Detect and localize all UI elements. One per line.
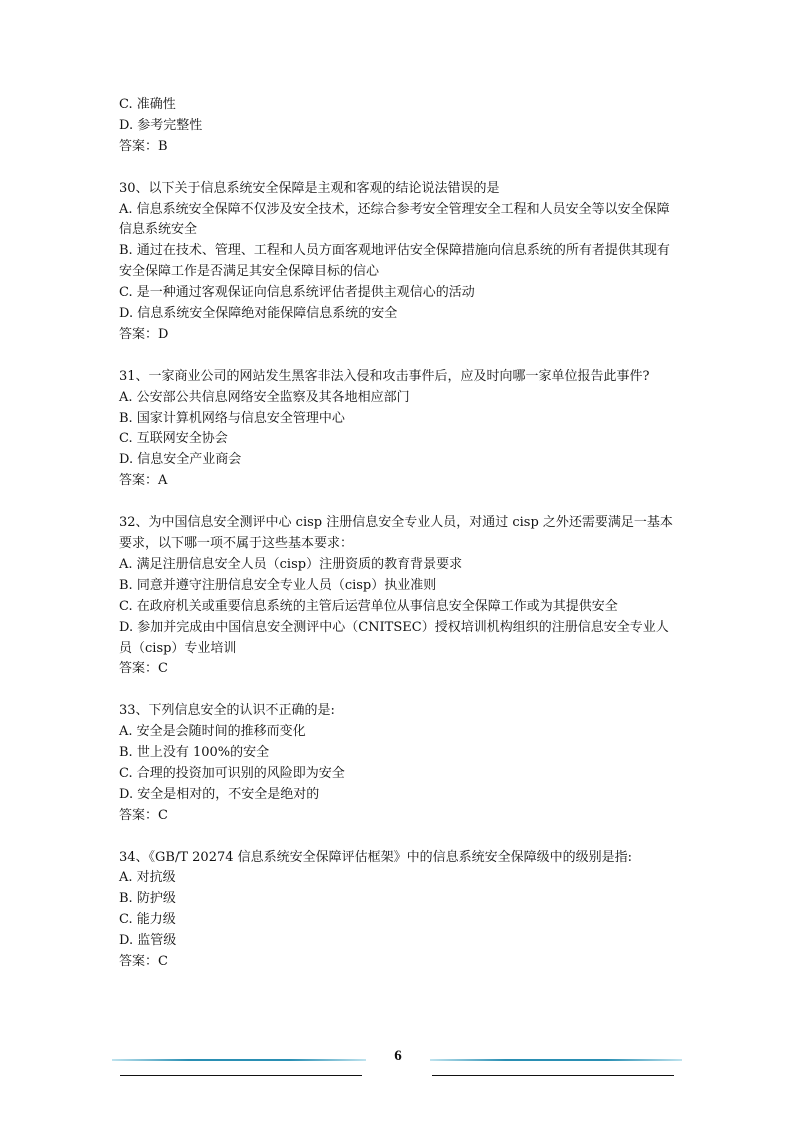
page-number: 6 [394,1048,402,1064]
page-footer [112,1042,682,1082]
footer-underline-right [432,1075,674,1076]
footer-rule-right [430,1059,682,1061]
option-line: A. 安全是会随时间的推移而变化 [119,724,306,740]
answer-line: 答案：A [119,473,168,489]
option-line: B. 同意并遵守注册信息安全专业人员（cisp）执业准则 [119,577,437,593]
option-line: A. 公安部公共信息网络安全监察及其各地相应部门 [119,389,410,405]
option-line: A. 信息系统安全保障不仅涉及安全技术，还综合参考安全管理安全工程和人员安全等以安全保障信息系统安全 [119,201,670,238]
option-line: C. 合理的投资加可识别的风险即为安全 [119,765,345,781]
option-line: C. 是一种通过客观保证向信息系统评估者提供主观信心的活动 [119,285,475,301]
option-line: A. 对抗级 [119,870,176,886]
answer-line: 答案：C [119,954,168,970]
answer-line: 答案：C [119,661,168,677]
option-line: D. 参加并完成由中国信息安全测评中心（CNITSEC）授权培训机构组织的注册信息安全专业人员（cisp）专业培训 [119,619,669,656]
option-line: D. 安全是相对的，不安全是绝对的 [119,786,320,802]
option-line: B. 世上没有 100%的安全 [119,745,270,761]
question-stem: 34、《GB/T 20274 信息系统安全保障评估框架》中的信息系统安全保障级中的级别是指: [119,849,633,865]
question-stem: 33、下列信息安全的认识不正确的是: [119,703,335,719]
document-body [119,95,681,973]
option-line: C. 能力级 [119,912,176,928]
answer-line: 答案：D [119,326,169,342]
option-line: B. 防护级 [119,891,176,907]
footer-rule-left [112,1059,366,1061]
option-line: B. 国家计算机网络与信息安全管理中心 [119,410,345,426]
option-line: D. 参考完整性 [119,117,203,133]
option-line: B. 通过在技术、管理、工程和人员方面客观地评估安全保障措施向信息系统的所有者提供其现有安全保障工作是否满足其安全保障目标的信心 [119,243,670,280]
answer-line: 答案：B [119,138,168,154]
question-stem: 32、为中国信息安全测评中心 cisp 注册信息安全专业人员，对通过 cisp 之外还需要满足一基本要求，以下哪一项不属于这些基本要求： [119,515,673,551]
option-line: C. 在政府机关或重要信息系统的主管后运营单位从事信息安全保障工作或为其提供安全 [119,598,618,614]
option-line: A. 满足注册信息安全人员（cisp）注册资质的教育背景要求 [119,556,463,572]
option-line: D. 信息安全产业商会 [119,452,242,468]
footer-underline-left [120,1075,362,1076]
option-line: C. 互联网安全协会 [119,431,228,447]
answer-line: 答案：C [119,807,168,823]
option-line: D. 信息系统安全保障绝对能保障信息系统的安全 [119,306,398,322]
option-line: C. 准确性 [119,97,176,112]
option-line: D. 监管级 [119,933,177,949]
question-stem: 31、一家商业公司的网站发生黑客非法入侵和攻击事件后，应及时向哪一家单位报告此事件? [119,368,650,384]
question-stem: 30、以下关于信息系统安全保障是主观和客观的结论说法错误的是 [119,180,500,196]
